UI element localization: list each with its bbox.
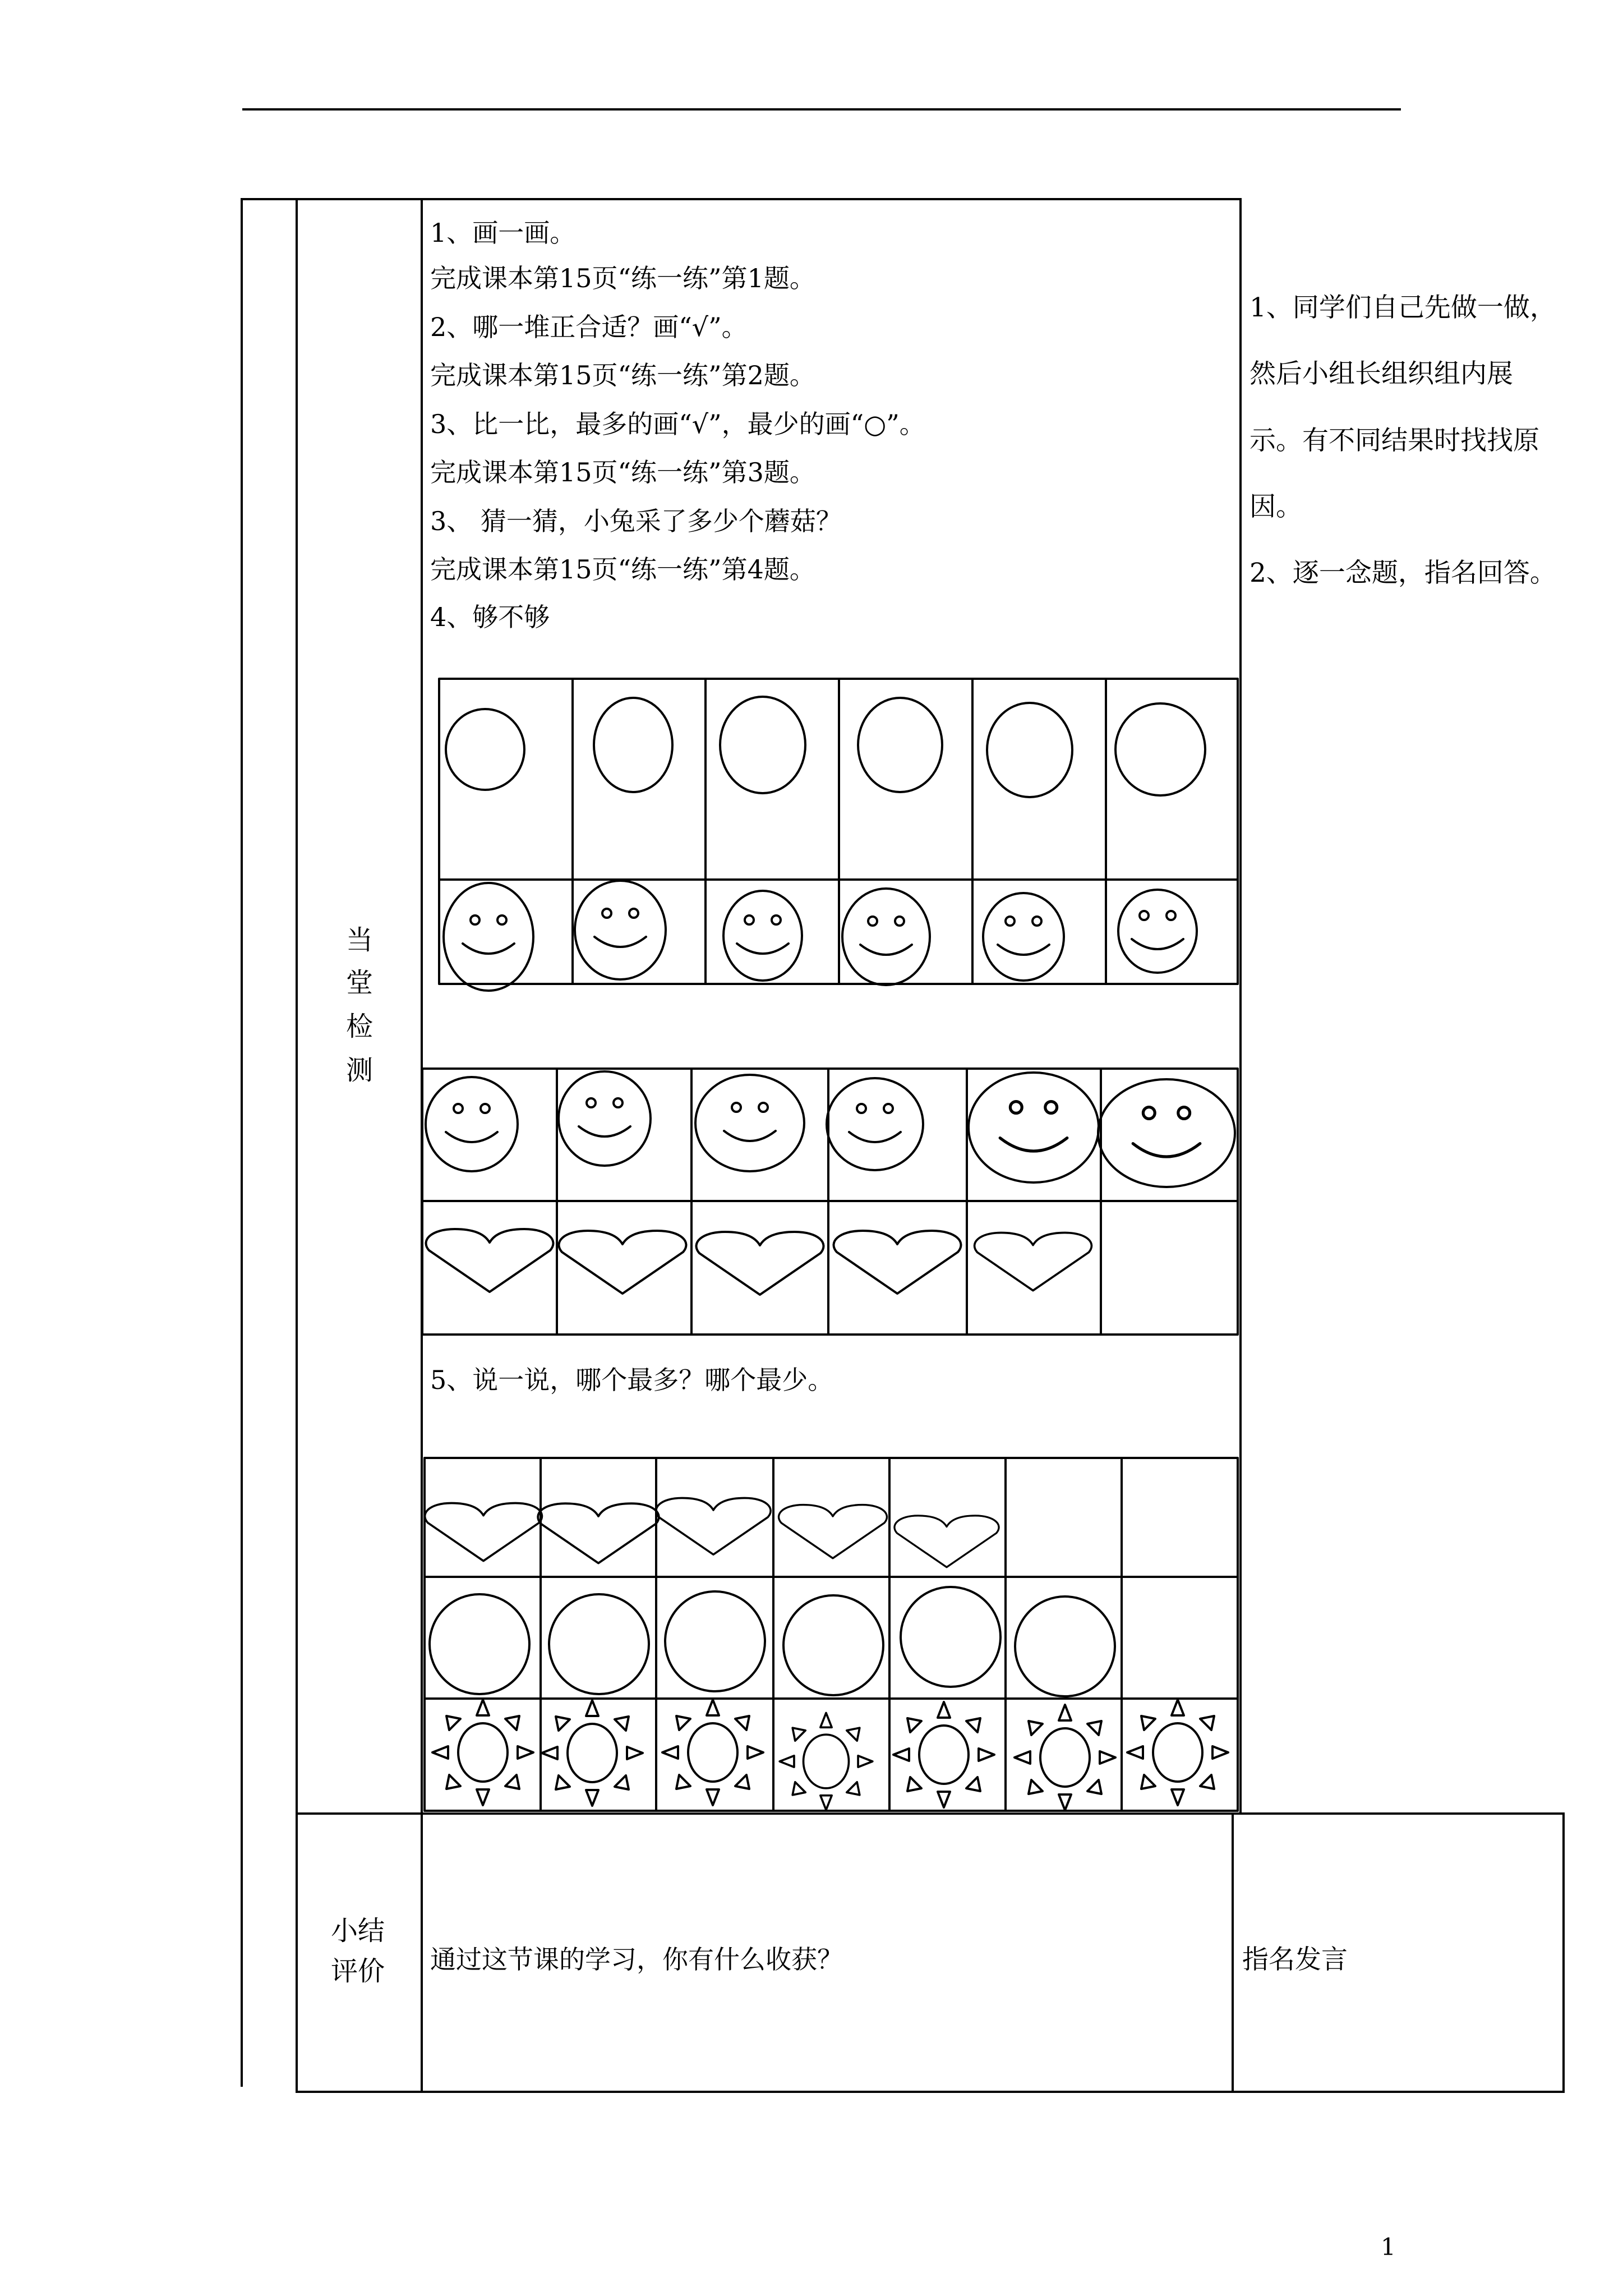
section-check-char: 测 xyxy=(346,1055,374,1086)
page-number: 1 xyxy=(1381,2233,1396,2261)
section-summary-line: 评价 xyxy=(331,1955,385,1987)
heart-shape xyxy=(834,1231,961,1294)
circle-shape xyxy=(446,709,524,790)
circle-shape xyxy=(430,1594,529,1694)
circle-shape xyxy=(783,1595,883,1695)
summary-method: 指名发言 xyxy=(1242,1944,1348,1975)
task-line: 4、够不够 xyxy=(430,602,550,632)
section-check-char: 当 xyxy=(346,924,374,956)
smiley-face xyxy=(842,889,930,985)
smiley-face xyxy=(575,881,666,979)
circle-shape xyxy=(987,703,1072,797)
summary-question: 通过这节课的学习，你有什么收获？ xyxy=(430,1944,843,1975)
note-line: 1、同学们自己先做一做， xyxy=(1249,292,1556,323)
smiley-face xyxy=(983,893,1064,981)
smiley-face xyxy=(969,1073,1099,1182)
smiley-face xyxy=(559,1071,651,1166)
circle-shape xyxy=(549,1594,649,1694)
circle-shape xyxy=(665,1591,765,1691)
heart-shape xyxy=(779,1505,887,1558)
sun-shape xyxy=(1127,1700,1228,1805)
heart-shape xyxy=(425,1503,542,1561)
note-line: 2、逐一念题，指名回答。 xyxy=(1249,558,1556,588)
section-check-char: 堂 xyxy=(346,967,374,999)
heart-shape xyxy=(559,1231,686,1294)
circle-shape xyxy=(720,697,805,793)
sun-shape xyxy=(662,1700,763,1805)
task-line: 完成课本第15页“练一练”第3题。 xyxy=(430,457,815,487)
smiley-face xyxy=(1118,890,1197,973)
smiley-face xyxy=(723,891,802,981)
task-line: 3、比一比，最多的画“√”，最少的画“○”。 xyxy=(430,409,925,439)
heart-shape xyxy=(538,1503,659,1563)
task-line: 完成课本第15页“练一练”第2题。 xyxy=(430,360,815,390)
heart-shape xyxy=(426,1229,554,1292)
task-line: 1、画一画。 xyxy=(430,218,576,248)
smiley-face xyxy=(827,1078,923,1170)
sun-shape xyxy=(542,1700,643,1806)
heart-shape xyxy=(697,1232,824,1295)
heart-shape xyxy=(656,1498,771,1554)
grid-1-circles-faces xyxy=(439,679,1238,991)
smiley-face xyxy=(444,883,533,991)
circle-shape xyxy=(1115,703,1205,795)
grid-2-faces-hearts xyxy=(422,1069,1238,1335)
task-line: 完成课本第15页“练一练”第4题。 xyxy=(430,554,815,585)
task-5-text: 5、说一说，哪个最多？哪个最少。 xyxy=(430,1365,834,1395)
smiley-face xyxy=(426,1077,518,1171)
note-line: 示。有不同结果时找找原 xyxy=(1249,425,1539,456)
sun-shape xyxy=(780,1713,873,1810)
task-line: 完成课本第15页“练一练”第1题。 xyxy=(430,263,815,293)
smiley-face xyxy=(695,1075,804,1171)
heart-shape xyxy=(895,1516,999,1567)
sun-shape xyxy=(1015,1705,1115,1810)
section-check-char: 检 xyxy=(346,1011,374,1042)
circle-shape xyxy=(858,698,942,792)
circle-shape xyxy=(594,698,672,792)
grid-3-hearts-circles-suns xyxy=(425,1458,1238,1811)
section-summary-line: 小结 xyxy=(331,1915,385,1947)
circle-shape xyxy=(901,1587,1000,1687)
sun-shape xyxy=(893,1702,994,1807)
task-line: 2、哪一堆正合适？画“√”。 xyxy=(430,312,748,342)
heart-shape xyxy=(975,1233,1092,1291)
note-line: 因。 xyxy=(1249,491,1302,522)
note-line: 然后小组长组织组内展 xyxy=(1249,358,1513,389)
sun-shape xyxy=(432,1700,533,1805)
smiley-face xyxy=(1098,1079,1235,1187)
circle-shape xyxy=(1015,1596,1115,1696)
task-line: 3、 猜一猜，小兔采了多少个蘑菇？ xyxy=(430,506,842,536)
